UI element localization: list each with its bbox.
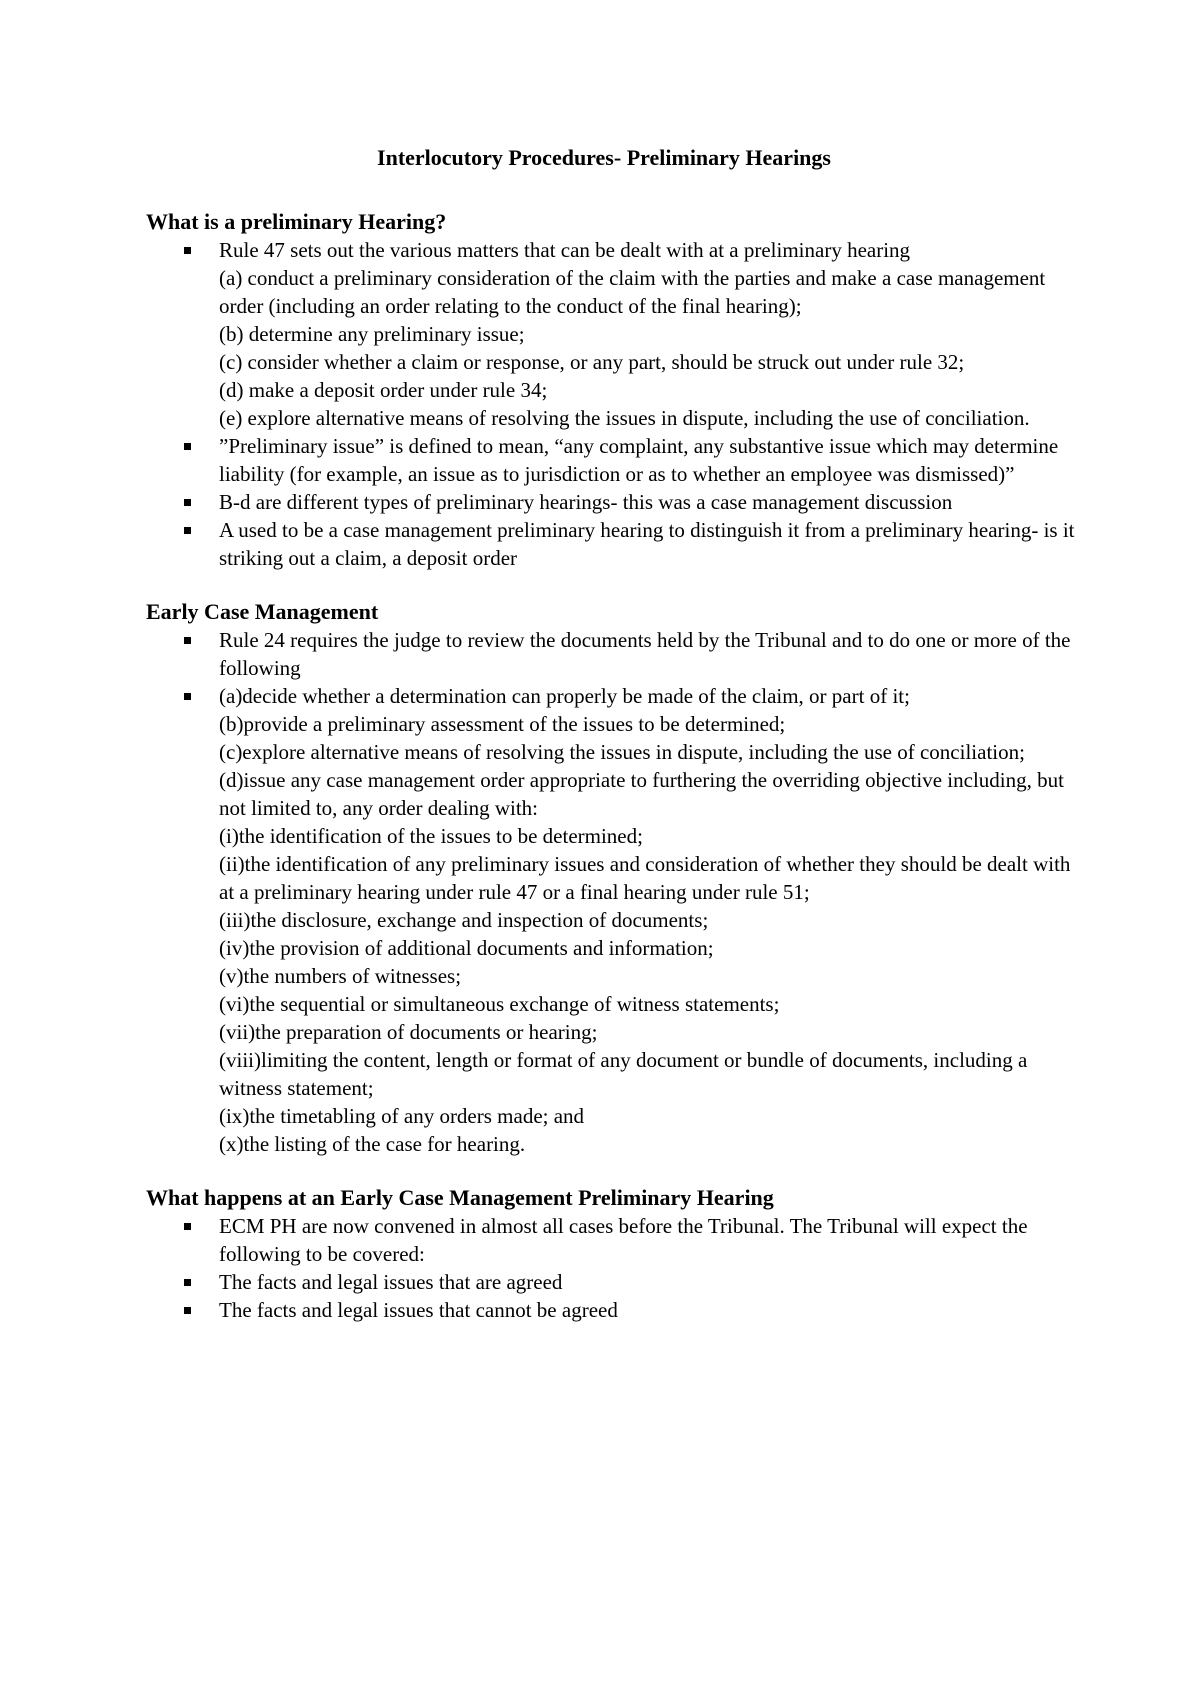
bullet-list: [146, 236, 1076, 572]
document-title: Interlocutory Procedures- Preliminary Hearings: [377, 145, 831, 170]
square-bullet-icon: [184, 693, 191, 700]
square-bullet-icon: [184, 443, 191, 450]
bullet-list: [146, 626, 1076, 1158]
bullet-list: [146, 1212, 1076, 1324]
list-item: [146, 1296, 1076, 1324]
list-item: [146, 488, 1076, 516]
list-item-text: The facts and legal issues that cannot be agreed: [219, 1298, 618, 1322]
list-item-text: (d) make a deposit order under rule 34;: [219, 378, 548, 402]
list-item-text: (c)explore alternative means of resolving the issues in dispute, including the use of conciliation;: [219, 740, 1025, 764]
list-item-text: (b)provide a preliminary assessment of the issues to be determined;: [219, 712, 786, 736]
section-preliminary-hearing: [146, 208, 1076, 572]
list-item-text: ”Preliminary issue” is defined to mean, “any complaint, any substantive issue which may determine liability (for example, an issue as to jurisdiction or as to whether an employee was dismissed)”: [219, 434, 1059, 486]
list-item-text: Rule 47 sets out the various matters that can be dealt with at a preliminary hearing: [219, 238, 911, 262]
list-item-text: The facts and legal issues that are agreed: [219, 1270, 563, 1294]
list-item-text: (e) explore alternative means of resolving the issues in dispute, including the use of conciliation.: [219, 406, 1030, 430]
list-item-text: (i)the identification of the issues to be determined;: [219, 824, 643, 848]
section-heading: Early Case Management: [146, 599, 379, 624]
list-item-text: A used to be a case management preliminary hearing to distinguish it from a preliminary hearing- is it striking out a claim, a deposit order: [219, 518, 1075, 570]
section-heading: What happens at an Early Case Management Preliminary Hearing: [146, 1185, 774, 1210]
list-item: [146, 236, 1076, 432]
list-item-text: (x)the listing of the case for hearing.: [219, 1132, 526, 1156]
square-bullet-icon: [184, 1223, 191, 1230]
list-item-text: (v)the numbers of witnesses;: [219, 964, 462, 988]
square-bullet-icon: [184, 1279, 191, 1286]
list-item: [146, 682, 1076, 1158]
list-item-text: (b) determine any preliminary issue;: [219, 322, 525, 346]
list-item-text: (iv)the provision of additional documents and information;: [219, 936, 714, 960]
list-item-text: (ix)the timetabling of any orders made; and: [219, 1104, 585, 1128]
document-body: [146, 144, 1076, 1324]
list-item-text: (c) consider whether a claim or response, or any part, should be struck out under rule 32;: [219, 350, 965, 374]
list-item-text: Rule 24 requires the judge to review the documents held by the Tribunal and to do one or more of the following: [219, 628, 1071, 680]
list-item: [146, 516, 1076, 572]
square-bullet-icon: [184, 637, 191, 644]
section-heading: What is a preliminary Hearing?: [146, 209, 447, 234]
list-item: [146, 432, 1076, 488]
section-early-case-management: [146, 598, 1076, 1158]
list-item-text: ECM PH are now convened in almost all cases before the Tribunal. The Tribunal will expect the following to be covered:: [219, 1214, 1028, 1266]
list-item-text: (ii)the identification of any preliminary issues and consideration of whether they should be dealt with at a preliminary hearing under rule 47 or a final hearing under rule 51;: [219, 852, 1071, 904]
list-item-text: (iii)the disclosure, exchange and inspection of documents;: [219, 908, 709, 932]
list-item-text: (d)issue any case management order appropriate to furthering the overriding objective including, but not limited to, any order dealing with:: [219, 768, 1064, 820]
list-item-text: (vii)the preparation of documents or hearing;: [219, 1020, 598, 1044]
square-bullet-icon: [184, 499, 191, 506]
list-item: [146, 1268, 1076, 1296]
list-item-text: (vi)the sequential or simultaneous exchange of witness statements;: [219, 992, 780, 1016]
square-bullet-icon: [184, 1307, 191, 1314]
list-item-text: (a)decide whether a determination can properly be made of the claim, or part of it;: [219, 684, 910, 708]
square-bullet-icon: [184, 527, 191, 534]
list-item-text: (a) conduct a preliminary consideration of the claim with the parties and make a case management order (including an order relating to the conduct of the final hearing);: [219, 266, 1046, 318]
list-item-text: B-d are different types of preliminary hearings- this was a case management discussion: [219, 490, 953, 514]
section-ecm-preliminary-hearing: [146, 1184, 1076, 1324]
list-item: [146, 626, 1076, 682]
list-item: [146, 1212, 1076, 1268]
list-item-text: (viii)limiting the content, length or format of any document or bundle of documents, including a witness statement;: [219, 1048, 1028, 1100]
square-bullet-icon: [184, 247, 191, 254]
